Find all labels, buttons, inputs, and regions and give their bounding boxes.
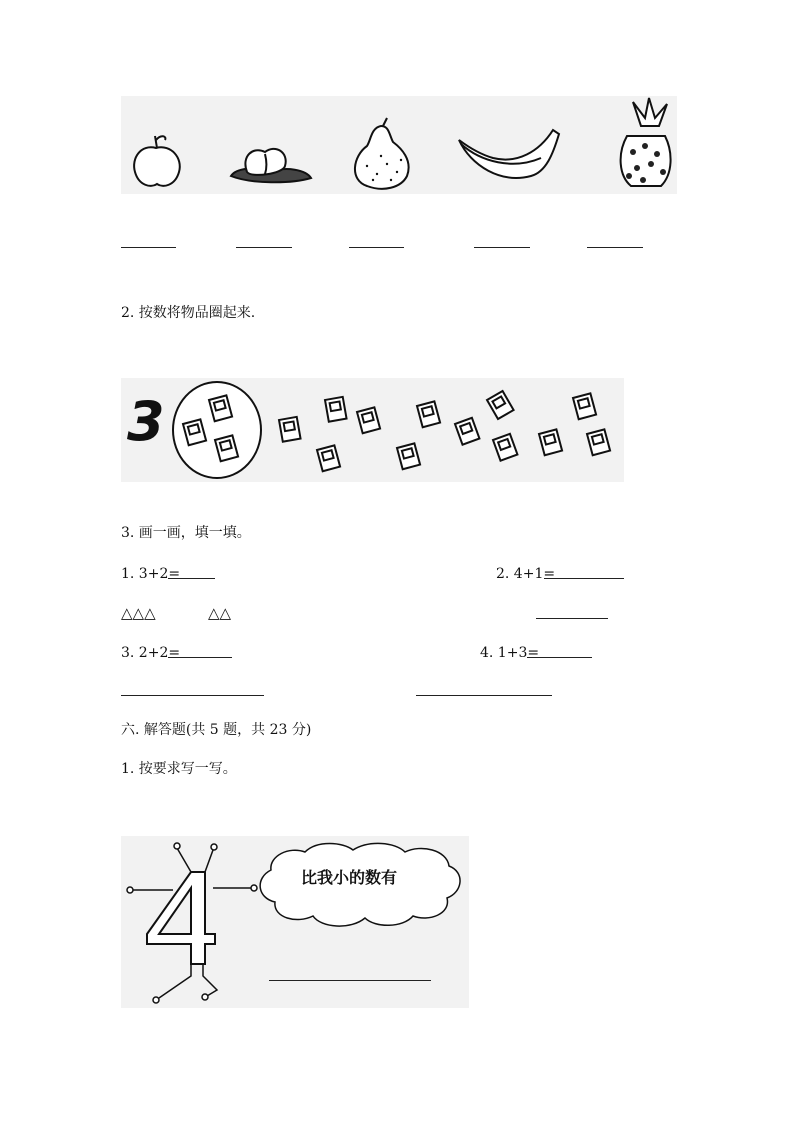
q2-panel [121,378,624,482]
q3-drawing-blank-2[interactable] [536,618,608,619]
notebook-icon [487,391,514,419]
notebooks-illustration [121,378,624,482]
notebook-icon [279,417,301,442]
apple-icon [134,136,180,186]
answer-blank-pear[interactable] [349,247,404,248]
notebook-icon [325,397,347,422]
q3-title: 3. 画一画，填一填。 [121,525,251,541]
pineapple-icon [621,98,671,186]
notebook-icon [357,407,380,433]
s6-answer-blank[interactable] [269,980,431,981]
fruits-panel [121,96,677,194]
notebook-icon [455,418,479,445]
q3-problem-2: 2. 4+1= [496,566,556,582]
q3-triangles-b: △△ [208,604,232,622]
notebook-icon [397,443,420,469]
q3-triangles-a: △△△ [121,604,156,622]
q3-answer-3[interactable] [168,657,232,658]
q3-drawing-blank-3[interactable] [121,695,264,696]
q3-drawing-blank-4[interactable] [416,695,552,696]
answer-blank-peach[interactable] [236,247,292,248]
notebook-icon [417,401,440,427]
q2-number: 3 [127,390,165,453]
q3-answer-1[interactable] [168,578,215,579]
s6-cloud-text: 比我小的数有 [301,868,398,887]
notebook-icon [539,429,562,455]
notebook-icon [587,429,610,455]
section6-q1: 1. 按要求写一写。 [121,761,237,777]
answer-blank-apple[interactable] [121,247,176,248]
pear-icon [355,118,409,189]
notebook-icon [493,434,517,461]
outlined-four [147,872,215,964]
s6-q1-panel [121,836,469,1008]
q3-problem-3: 3. 2+2= [121,645,181,661]
answer-blank-banana[interactable] [474,247,530,248]
q3-problem-1: 1. 3+2= [121,566,181,582]
q2-title: 2. 按数将物品圈起来. [121,305,256,321]
fruits-illustration [121,96,677,194]
answer-blank-pineapple[interactable] [587,247,643,248]
notebook-icon [573,393,596,419]
q3-answer-2[interactable] [544,578,624,579]
q3-problem-4: 4. 1+3= [480,645,540,661]
q3-answer-4[interactable] [527,657,592,658]
section6-title: 六. 解答题(共 5 题，共 23 分) [121,722,312,738]
notebook-icon [317,445,340,471]
peach-icon [231,149,311,182]
banana-icon [459,130,559,178]
number-four-illustration [121,836,469,1008]
